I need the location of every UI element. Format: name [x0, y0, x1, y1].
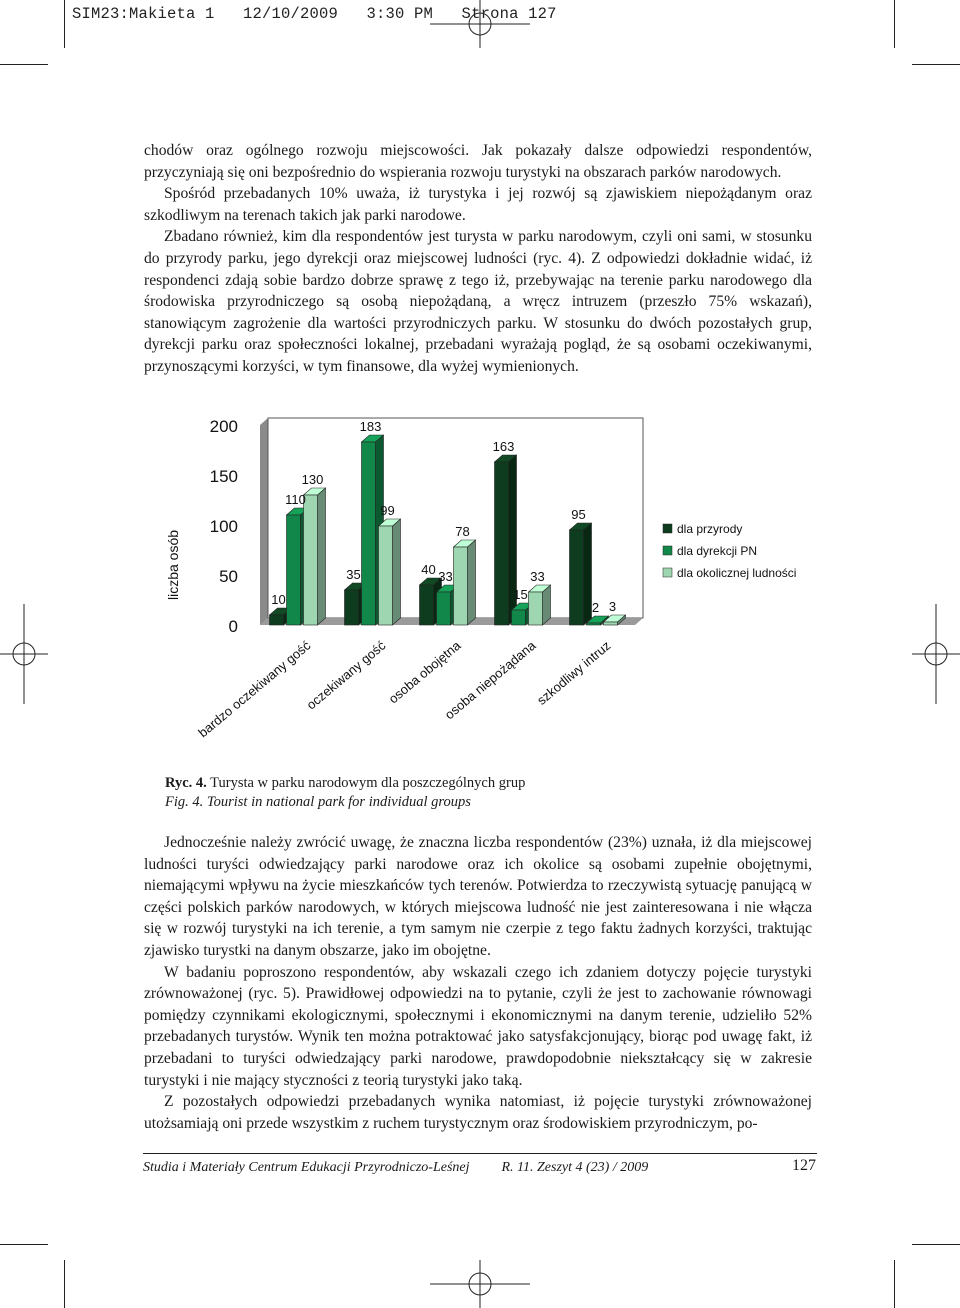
crop-mark — [912, 1244, 960, 1245]
data-label: 130 — [301, 472, 324, 487]
category-label: szkodliwy intruz — [534, 637, 614, 708]
bar-side — [468, 540, 476, 625]
bar — [454, 547, 468, 625]
bar — [287, 515, 301, 625]
data-label: 10 — [271, 592, 286, 607]
footer-rule — [143, 1153, 817, 1154]
journal-title: Studia i Materiały Centrum Edukacji Przyrodniczo-Leśnej — [143, 1160, 470, 1175]
data-label: 15 — [513, 587, 528, 602]
legend-label: dla dyrekcji PN — [677, 544, 758, 558]
bar — [362, 442, 376, 625]
category-label: bardzo oczekiwany gość — [195, 637, 314, 741]
bar-side — [393, 519, 401, 625]
footer-journal — [143, 1160, 648, 1176]
y-tick-label: 100 — [209, 517, 238, 536]
legend-label: dla okolicznej ludności — [677, 566, 797, 580]
y-axis-label: liczba osób — [165, 529, 181, 601]
category-label: osoba niepożądana — [441, 637, 539, 723]
journal-issue: R. 11. Zeszyt 4 (23) / 2009 — [501, 1160, 649, 1175]
body-text-top — [144, 140, 812, 378]
crop-mark — [0, 64, 48, 65]
crop-mark — [894, 1260, 895, 1308]
bar — [379, 526, 393, 625]
registration-mark-bottom — [430, 1260, 530, 1308]
data-label: 78 — [455, 524, 470, 539]
y-tick-label: 200 — [209, 417, 238, 436]
paragraph: Jednocześnie należy zwrócić uwagę, że znaczna liczba respondentów (23%) uznała, iż dla miejscowej ludności turyści odwiedzający parki narodowe oraz ich okolice są osobami zupełnie obojętnymi, niemającymi wpływu na życie mieszkańców tych terenów. Potwierdza to rzeczywistą sytuację panującą w części polskich parków narodowych, w których miejscowa ludność nie jest zainteresowana i nie włącza się w rozwój turystyki na ich terenie, a tym samym nie czerpie z tego faktu żadnych korzyści, traktując zjawisko turystki na danym obszarze, jako im obojętne. — [144, 834, 812, 959]
paragraph: Z pozostałych odpowiedzi przebadanych wynika natomiast, iż pojęcie turystyki zrównoważonej utożsamiają oni przede wszystkim z ruchem turystycznym oraz środowiskiem przyrodniczym, po- — [144, 1093, 812, 1132]
registration-mark-top — [430, 0, 530, 48]
body-text-bottom — [144, 832, 812, 1134]
data-label: 183 — [359, 419, 382, 434]
figure-label: Ryc. 4. — [165, 775, 207, 791]
paragraph: Spośród przebadanych 10% uważa, iż turystyka i jej rozwój są zjawiskiem niepożądanym oraz szkodliwym na terenach takich jak parki narodowe. — [144, 185, 812, 224]
chart-side-wall — [260, 418, 268, 625]
crop-mark — [64, 1260, 65, 1308]
legend-swatch — [663, 524, 672, 533]
data-label: 99 — [380, 503, 395, 518]
data-label: 35 — [346, 567, 361, 582]
crop-mark — [894, 0, 895, 48]
bar — [270, 615, 284, 625]
bar-side — [584, 523, 592, 625]
legend-label: dla przyrody — [677, 522, 743, 536]
data-label: 33 — [530, 569, 545, 584]
crop-mark — [912, 64, 960, 65]
paragraph: W badaniu poproszono respondentów, aby wskazali czego ich zdaniem dotyczy pojęcie turystyki zrównoważonej (ryc. 5). Prawidłowej odpowiedzi na to pytanie, czyli że jest to zachowanie równowagi pomiędzy czynnikami ekologicznymi, społecznymi i ekonomicznymi na danym terenie, udzieliło 52% przebadanych turystów. Wynik ten można potraktować jako satysfakcjonujący, biorąc pod uwagę fakt, iż przebadani to turyści odwiedzający parki narodowe, prawdopodobnie niekształcący się w zakresie turystyki i nie mający styczności z teorią turystyki jako taką. — [144, 963, 812, 1089]
crop-mark — [0, 1244, 48, 1245]
y-tick-label: 150 — [209, 467, 238, 486]
data-label: 40 — [421, 562, 436, 577]
registration-mark-left — [0, 604, 48, 704]
bar — [529, 592, 543, 625]
data-label: 95 — [571, 507, 586, 522]
figure-caption-pl — [165, 774, 525, 793]
paragraph: chodów oraz ogólnego rozwoju miejscowości. Jak pokazały dalsze odpowiedzi respondentów, przyczyniają się oni bezpośrednio do wspierania rozwoju turystyki na obszarach parków narodowych. — [144, 142, 812, 181]
paragraph: Zbadano również, kim dla respondentów jest turysta w parku narodowym, czyli oni sami, w stosunku do przyrody parku, jego dyrekcji oraz miejscowej ludności (ryc. 4). Z odpowiedzi dokładnie widać, iż respondenci zdają sobie bardzo dobrze sprawę z tego iż, przebywając na terenie parku narodowego dla środowiska przyrodniczego są osobą niepożądaną, a wręcz intruzem (przeszło 75% wskazań), stanowiącym zagrożenie dla wartości przyrodniczych parku. W stosunku do dwóch pozostałych grup, dyrekcji parku oraz społeczności lokalnej, przebadani wyrażają pogląd, że są osobami oczekiwanymi, przynoszącymi korzyści, w tym finansowe, dla wyżej wymienionych. — [144, 228, 812, 375]
registration-mark-right — [912, 604, 960, 704]
y-tick-label: 0 — [228, 617, 238, 636]
bar — [420, 585, 434, 625]
data-label: 110 — [285, 492, 306, 507]
data-label: 163 — [492, 439, 515, 454]
bar — [304, 495, 318, 625]
bar — [495, 462, 509, 625]
figure-title: Turysta w parku narodowym dla poszczególnych grup — [206, 775, 526, 791]
category-label: oczekiwany gość — [303, 637, 389, 713]
bar — [587, 623, 601, 625]
bar — [437, 592, 451, 625]
figure-caption-en: Fig. 4. Tourist in national park for individual groups — [165, 794, 471, 810]
crop-mark — [64, 0, 65, 48]
bar — [512, 610, 526, 625]
bar-chart — [150, 410, 810, 770]
legend-swatch — [663, 546, 672, 555]
data-label: 33 — [438, 569, 453, 584]
category-label: osoba obojętna — [385, 637, 464, 707]
legend-swatch — [663, 568, 672, 577]
bar-side — [318, 488, 326, 625]
data-label: 3 — [608, 599, 617, 614]
y-tick-label: 50 — [219, 567, 238, 586]
bar — [604, 622, 618, 625]
bar — [570, 530, 584, 625]
bar — [345, 590, 359, 625]
page-number: 127 — [792, 1157, 816, 1174]
print-slug: SIM23:Makieta 1 12/10/2009 3:30 PM Strona 127 — [72, 5, 557, 23]
data-label: 2 — [591, 600, 600, 615]
